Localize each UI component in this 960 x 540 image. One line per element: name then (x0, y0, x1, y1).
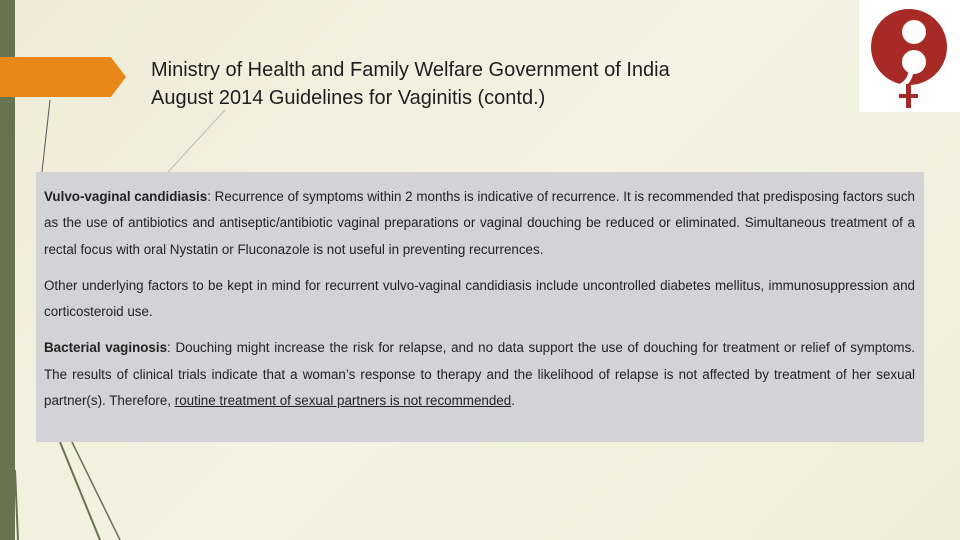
paragraph-bacterial-vaginosis (44, 335, 915, 414)
candidiasis-text: : Recurrence of symptoms within 2 months is indicative of recurrence. It is recommended that predisposing factors such as the use of antibiotics and antiseptic/antibiotic vaginal preparations or vaginal douching be reduced or eliminated. Simultaneous treatment of a rectal focus with oral Nystatin or Fluconazole is not useful in preventing recurrences. (44, 189, 916, 257)
bv-text: : Douching might increase the risk for relapse, and no data support the use of douching for treatment or relief of symptoms. The results of clinical trials indicate that a woman’s response to therapy and the likelihood of relapse is not affected by treatment of her sexual partner(s). Therefore, (44, 340, 915, 409)
guidelines-text-box (36, 172, 924, 442)
bv-end: . (511, 393, 515, 409)
orange-arrow-shape (0, 57, 126, 97)
title-line-1: Ministry of Health and Family Welfare Government of India (151, 59, 670, 81)
term-bacterial-vaginosis: Bacterial vaginosis (44, 340, 168, 356)
underlined-recommendation: routine treatment of sexual partners is not recommended (174, 393, 512, 409)
slide-title (151, 56, 670, 112)
indian-menopause-society-logo (859, 0, 960, 112)
paragraph-underlying-factors: Other underlying factors to be kept in mind for recurrent vulvo-vaginal candidiasis include uncontrolled diabetes mellitus, immunosuppression and corticosteroid use. (44, 277, 915, 320)
title-line-2: August 2014 Guidelines for Vaginitis (contd.) (151, 87, 546, 109)
paragraph-candidiasis (44, 184, 915, 263)
term-candidiasis: Vulvo-vaginal candidiasis (44, 189, 208, 204)
